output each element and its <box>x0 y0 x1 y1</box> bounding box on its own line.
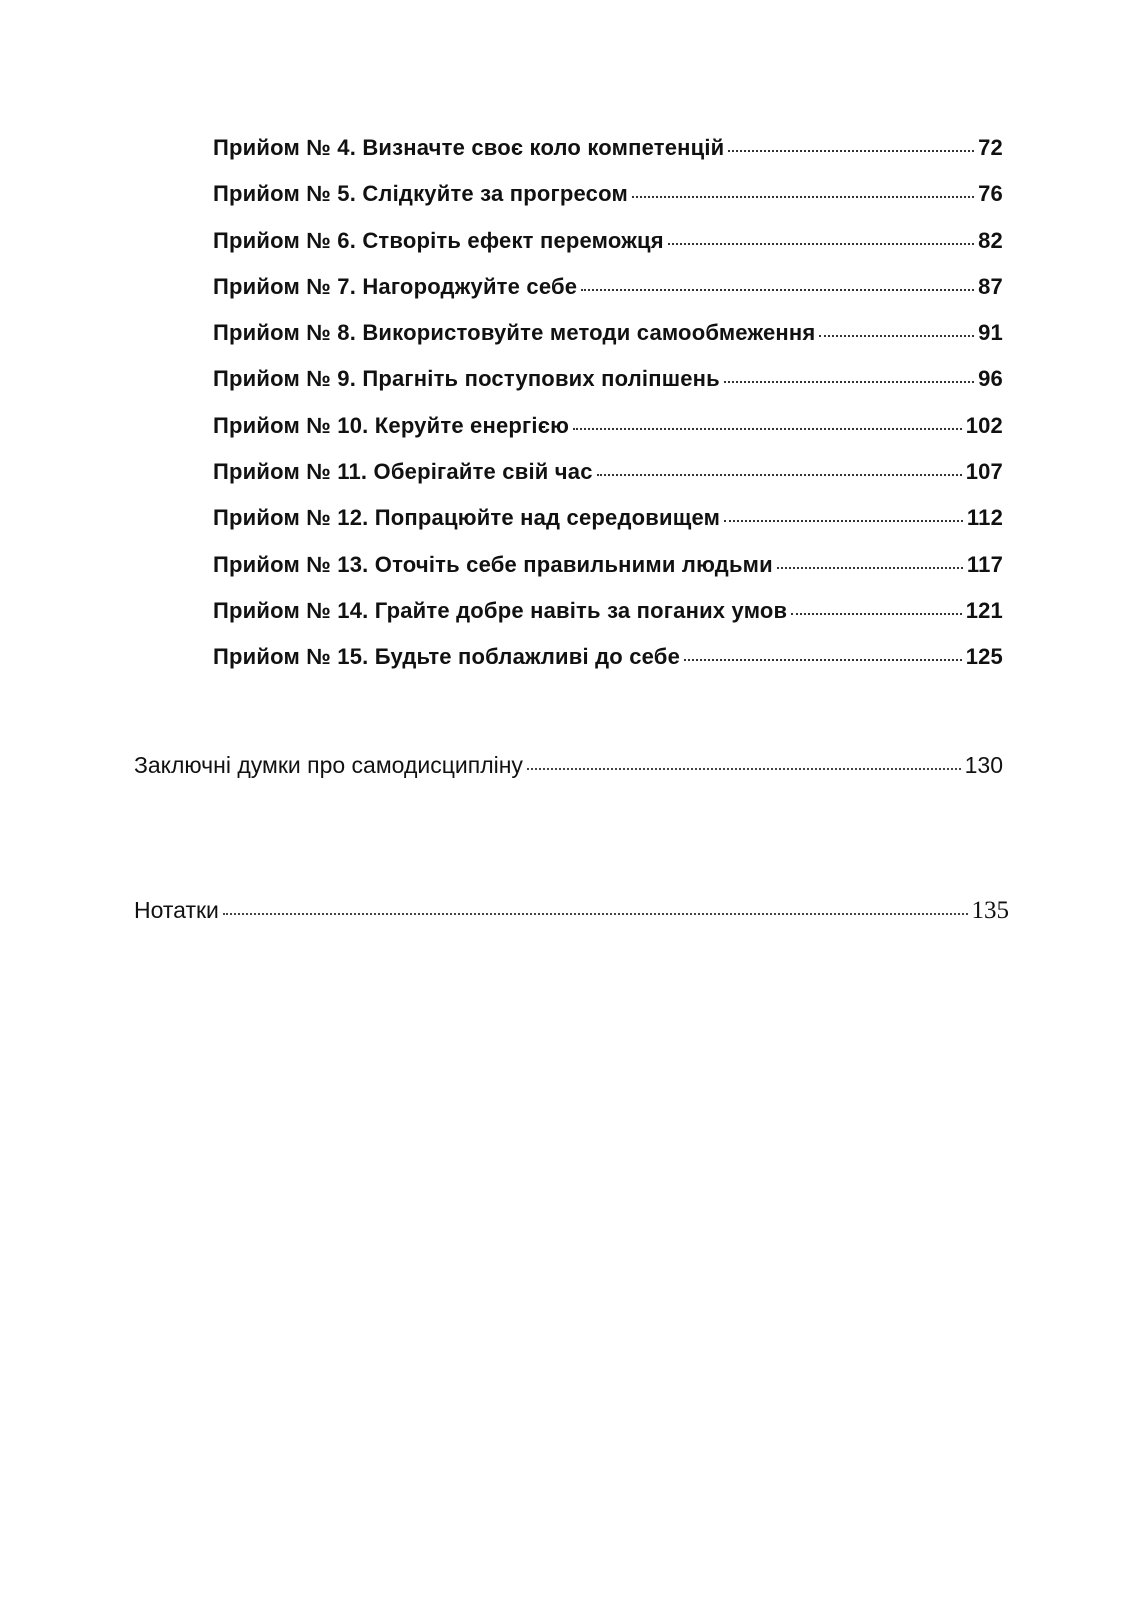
dot-leader <box>632 195 974 198</box>
toc-entry-13[interactable] <box>213 552 1003 598</box>
dot-leader <box>597 473 962 476</box>
dot-leader <box>777 566 963 569</box>
toc-entry-title: Прийом № 11. Оберігайте свій час <box>213 459 593 485</box>
dot-leader <box>527 767 961 770</box>
toc-entry-14[interactable] <box>213 598 1003 644</box>
toc-entry-8[interactable] <box>213 320 1003 366</box>
dot-leader <box>223 912 968 915</box>
toc-entry-page: 82 <box>978 227 1003 253</box>
dot-leader <box>684 658 962 661</box>
dot-leader <box>668 242 974 245</box>
toc-entry-title: Нотатки <box>134 897 219 923</box>
toc-entry-title: Прийом № 6. Створіть ефект переможця <box>213 227 664 253</box>
toc-entry-page: 96 <box>978 366 1003 392</box>
toc-entry-4[interactable] <box>213 135 1003 181</box>
toc-entry-10[interactable] <box>213 413 1003 459</box>
toc-entry-title: Прийом № 8. Використовуйте методи самообмеження <box>213 320 816 346</box>
toc-entry-page: 91 <box>978 320 1003 346</box>
toc-entry-page: 107 <box>965 459 1003 485</box>
toc-entry-title: Прийом № 14. Грайте добре навіть за поганих умов <box>213 597 788 623</box>
toc-entry-7[interactable] <box>213 274 1003 320</box>
dot-leader <box>724 519 963 522</box>
toc-entry-title: Прийом № 5. Слідкуйте за прогресом <box>213 181 628 207</box>
toc-entry-page: 112 <box>966 505 1003 531</box>
toc-entry-page: 72 <box>978 135 1003 160</box>
toc-entry-title: Прийом № 13. Оточіть себе правильними людьми <box>213 551 773 577</box>
toc-entry-final-thoughts[interactable] <box>134 752 1003 779</box>
toc-entry-page: 135 <box>971 897 1009 924</box>
toc-entry-5[interactable] <box>213 181 1003 227</box>
toc-entry-page: 87 <box>978 273 1003 299</box>
dot-leader <box>791 612 961 615</box>
dot-leader <box>728 149 974 152</box>
toc-entry-notes[interactable] <box>134 897 1009 925</box>
toc-entry-title: Прийом № 12. Попрацюйте над середовищем <box>213 505 721 531</box>
dot-leader <box>819 334 974 337</box>
dot-leader <box>724 380 974 383</box>
toc-entry-page: 121 <box>965 597 1003 623</box>
toc-entry-12[interactable] <box>213 505 1003 551</box>
toc-entry-title: Прийом № 15. Будьте поблажливі до себе <box>213 644 681 670</box>
toc-entry-9[interactable] <box>213 366 1003 412</box>
toc-entry-page: 130 <box>964 752 1003 778</box>
toc-entry-15[interactable] <box>213 644 1003 690</box>
toc-entry-page: 117 <box>966 551 1003 577</box>
toc-entry-page: 125 <box>965 644 1003 670</box>
toc-entry-title: Прийом № 9. Прагніть поступових поліпшень <box>213 366 720 392</box>
toc-entry-title: Заключні думки про самодисципліну <box>134 752 523 778</box>
toc-entry-6[interactable] <box>213 228 1003 274</box>
toc-entry-11[interactable] <box>213 459 1003 505</box>
toc-entry-title: Прийом № 7. Нагороджуйте себе <box>213 273 578 299</box>
dot-leader <box>581 288 974 291</box>
dot-leader <box>573 427 962 430</box>
toc-list <box>213 135 1003 691</box>
toc-entry-title: Прийом № 4. Визначте своє коло компетенцій <box>213 135 725 160</box>
toc-entry-page: 76 <box>978 181 1003 207</box>
toc-entry-title: Прийом № 10. Керуйте енергією <box>213 412 570 438</box>
toc-entry-page: 102 <box>965 412 1003 438</box>
